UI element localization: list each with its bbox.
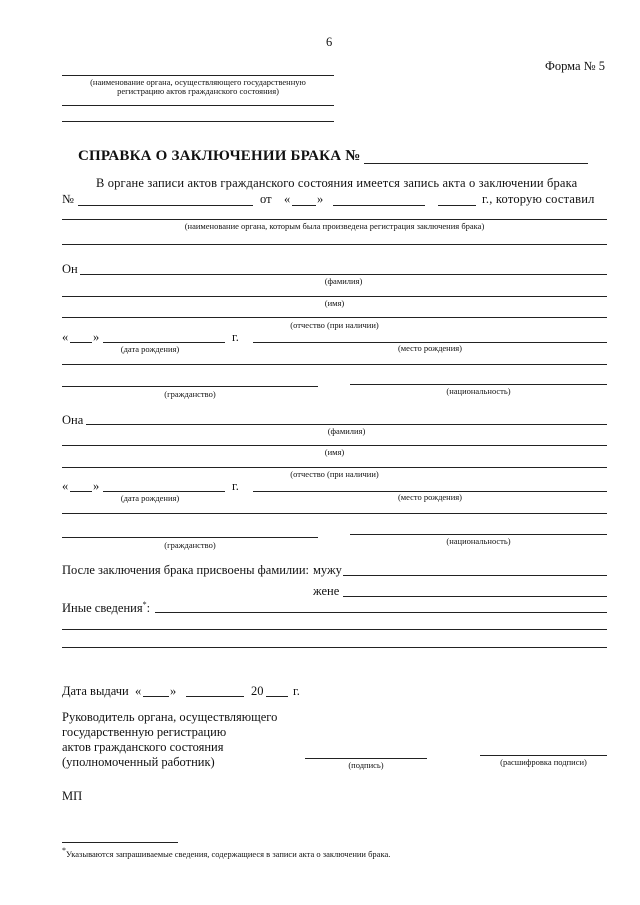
she-citizenship-field[interactable]: [62, 537, 318, 538]
head-line-1: Руководитель органа, осуществляющего: [62, 710, 278, 724]
he-patronymic-caption: (отчество (при наличии): [290, 320, 379, 330]
other-info-text: Иные сведения: [62, 601, 143, 616]
she-nationality-field[interactable]: [350, 534, 607, 535]
certificate-number-field[interactable]: [364, 163, 588, 164]
issuer-line-2: [62, 105, 334, 106]
record-year-suffix: г., которую составил: [482, 192, 595, 206]
intro-line: В органе записи актов гражданского состояния имеется запись акта о заключении брака: [96, 176, 578, 190]
he-nationality-field[interactable]: [350, 384, 607, 385]
she-year-label: г.: [232, 479, 239, 493]
wife-surname-field[interactable]: [343, 596, 607, 597]
she-citizenship-caption: (гражданство): [164, 540, 216, 550]
she-date-open: «: [62, 479, 69, 493]
form-label: Форма № 5: [545, 59, 605, 73]
record-from-label: от: [260, 192, 272, 206]
husband-surname-field[interactable]: [343, 575, 607, 576]
head-line-2: государственную регистрацию: [62, 725, 227, 739]
he-birth-place-caption: (место рождения): [397, 343, 463, 353]
footnote-mark: *: [62, 846, 66, 855]
other-info-field-3[interactable]: [62, 647, 607, 648]
he-date-close: »: [93, 330, 100, 344]
wife-label: жене: [313, 584, 340, 598]
she-birth-day-field[interactable]: [70, 491, 92, 492]
issue-date-label: Дата выдачи: [62, 684, 129, 698]
she-birth-place-caption: (место рождения): [397, 492, 463, 502]
she-surname-caption: (фамилия): [327, 426, 366, 436]
record-month-field[interactable]: [333, 205, 425, 206]
head-line-4: (уполномоченный работник): [62, 755, 215, 769]
he-date-open: «: [62, 330, 69, 344]
signature-decoding-field[interactable]: [480, 755, 607, 756]
she-patronymic-field[interactable]: [62, 467, 607, 468]
issuer-line: [62, 75, 334, 76]
issue-year-field[interactable]: [266, 696, 288, 697]
footnote-divider: [62, 842, 178, 843]
she-surname-field[interactable]: [86, 424, 607, 425]
he-surname-field[interactable]: [80, 274, 607, 275]
issue-day-field[interactable]: [143, 696, 169, 697]
he-year-label: г.: [232, 330, 239, 344]
she-birth-date-caption: (дата рождения): [120, 493, 180, 503]
organ-caption: (наименование органа, которым была произведена регистрация заключения брака): [184, 221, 485, 231]
head-block: [62, 710, 277, 770]
footnote: [62, 846, 390, 859]
she-label: Она: [62, 413, 84, 427]
he-surname-caption: (фамилия): [324, 276, 363, 286]
he-citizenship-field[interactable]: [62, 386, 318, 387]
issue-date-close: »: [170, 684, 177, 698]
quote-open: «: [284, 192, 291, 206]
he-name-field[interactable]: [62, 296, 607, 297]
other-info-colon: :: [146, 601, 151, 616]
issuer-line-3: [62, 121, 334, 122]
other-info-field-2[interactable]: [62, 629, 607, 630]
she-name-caption: (имя): [324, 447, 345, 457]
organ-field[interactable]: [62, 219, 607, 220]
she-date-close: »: [93, 479, 100, 493]
he-name-caption: (имя): [324, 298, 345, 308]
record-day-field[interactable]: [292, 205, 316, 206]
he-patronymic-field[interactable]: [62, 317, 607, 318]
issuer-caption-1: (наименование органа, осуществляющего государственную: [90, 77, 306, 87]
he-label: Он: [62, 262, 78, 276]
after-marriage-label: После заключения брака присвоены фамилии:: [62, 563, 310, 577]
signature-field[interactable]: [305, 758, 427, 759]
footnote-text: Указываются запрашиваемые сведения, содержащиеся в записи акта о заключении брака.: [66, 848, 391, 859]
she-patronymic-caption: (отчество (при наличии): [290, 469, 379, 479]
page-number: 6: [326, 35, 333, 49]
husband-label: мужу: [313, 563, 342, 577]
he-birth-day-field[interactable]: [70, 342, 92, 343]
he-nationality-caption: (национальность): [446, 386, 511, 396]
she-birth-place-field-2[interactable]: [62, 513, 607, 514]
she-nationality-caption: (национальность): [446, 536, 511, 546]
issue-month-field[interactable]: [186, 696, 244, 697]
other-info-field-1[interactable]: [155, 612, 607, 613]
other-info-mark: *: [142, 600, 147, 609]
she-birth-month-field[interactable]: [103, 491, 225, 492]
record-year-field[interactable]: [438, 205, 476, 206]
issue-year-label: г.: [293, 684, 300, 698]
issue-date-open: «: [135, 684, 142, 698]
quote-close: »: [317, 192, 324, 206]
organ-field-2[interactable]: [62, 244, 607, 245]
he-citizenship-caption: (гражданство): [164, 389, 216, 399]
issuer-caption-2: регистрацию актов гражданского состояния): [117, 86, 279, 96]
other-info-label: [62, 600, 150, 616]
he-birth-place-field-2[interactable]: [62, 364, 607, 365]
document-title: СПРАВКА О ЗАКЛЮЧЕНИИ БРАКА №: [78, 148, 361, 164]
he-birth-date-caption: (дата рождения): [120, 344, 180, 354]
head-line-3: актов гражданского состояния: [62, 740, 224, 754]
stamp-label: МП: [62, 789, 83, 803]
signature-decoding-caption: (расшифровка подписи): [500, 757, 587, 767]
he-birth-month-field[interactable]: [103, 342, 225, 343]
she-name-field[interactable]: [62, 445, 607, 446]
record-number-field[interactable]: [78, 205, 253, 206]
issue-century: 20: [251, 684, 264, 698]
signature-caption: (подпись): [348, 760, 384, 770]
record-number-label: №: [62, 192, 74, 206]
